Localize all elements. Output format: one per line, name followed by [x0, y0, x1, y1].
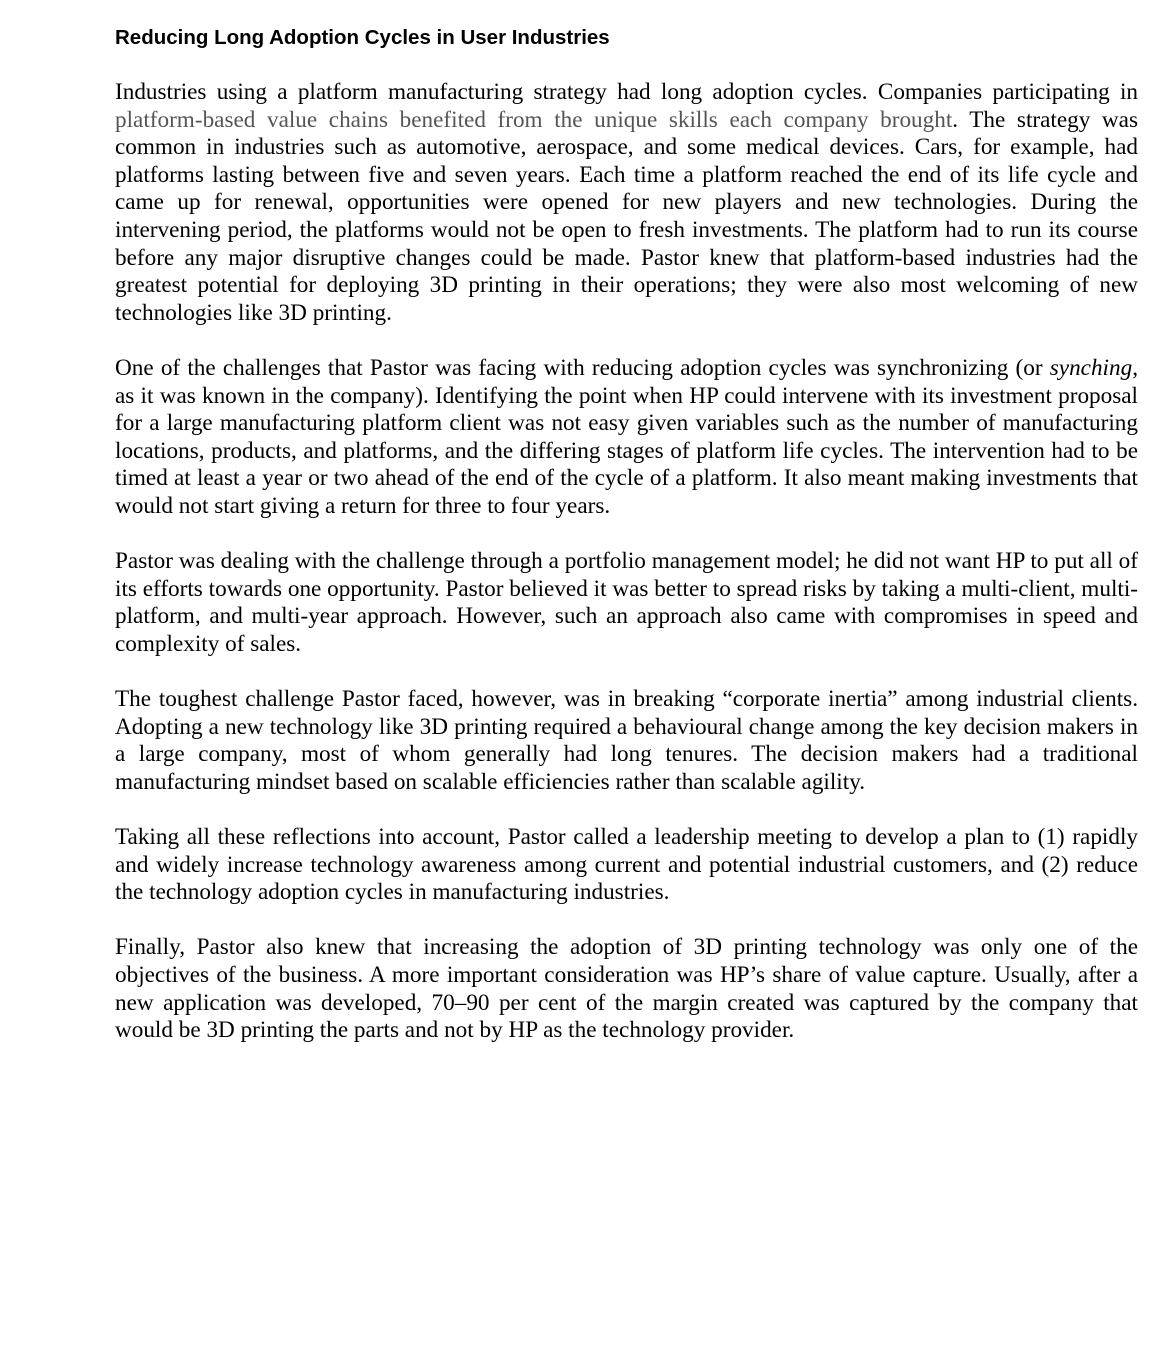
paragraph-text: Industries using a platform manufacturing strategy had long adoption cycles. Companies participating in: [115, 79, 1138, 105]
paragraph-text: One of the challenges that Pastor was facing with reducing adoption cycles was synchronizing (or: [115, 354, 1050, 381]
paragraph-portfolio-model: Pastor was dealing with the challenge through a portfolio management model; he did not want HP to put all of its efforts towards one opportunity. Pastor believed it was better to spread risks by taking a multi-client, multi-platform, and multi-year approach. However, such an approach also came with compromises in speed and complexity of sales.: [115, 548, 1138, 657]
paragraph-leadership-meeting: Taking all these reflections into account, Pastor called a leadership meeting to develop a plan to (1) rapidly and widely increase technology awareness among current and potential industrial customers, and (2) reduce the technology adoption cycles in manufacturing industries.: [115, 824, 1138, 906]
paragraph-corporate-inertia: The toughest challenge Pastor faced, however, was in breaking “corporate inertia” among industrial clients. Adopting a new technology like 3D printing required a behavioural change among the key decision makers in a large company, most of whom generally had long tenures. The decision makers had a traditional manufacturing mindset based on scalable efficiencies rather than scalable agility.: [115, 686, 1138, 795]
document-page: [115, 24, 1138, 1072]
paragraph-text: . The strategy was common in industries such as automotive, aerospace, and some medical devices. Cars, for example, had platforms lasting between five and seven years. Each time a platform reached the end of its life cycle and came up for renewal, opportunities were opened for new players and new technologies. During the intervening period, the platforms would not be open to fresh investments. The platform had to run its course before any major disruptive changes could be made. Pastor knew that platform-based industries had the greatest potential for deploying 3D printing in their operations; they were also most welcoming of new technologies like 3D printing.: [115, 106, 1138, 326]
section-heading: Reducing Long Adoption Cycles in User Industries: [115, 26, 610, 49]
paragraph-text: , as it was known in the company). Identifying the point when HP could intervene with its investment proposal for a large manufacturing platform client was not easy given variables such as the number of manufacturing locations, products, and platforms, and the differing stages of platform life cycles. The intervention had to be timed at least a year or two ahead of the end of the cycle of a platform. It also meant making investments that would not start giving a return for three to four years.: [115, 354, 1138, 519]
paragraph-text-italic: synching: [1049, 354, 1133, 381]
paragraph-text-gray: platform-based value chains benefited from the unique skills each company brought: [115, 106, 953, 133]
paragraph-synchronizing: [115, 355, 1138, 521]
paragraph-platform-strategy: [115, 79, 1138, 327]
paragraph-value-capture: Finally, Pastor also knew that increasing the adoption of 3D printing technology was only one of the objectives of the business. A more important consideration was HP’s share of value capture. Usually, after a new application was developed, 70–90 per cent of the margin created was captured by the company that would be 3D printing the parts and not by HP as the technology provider.: [115, 934, 1138, 1044]
